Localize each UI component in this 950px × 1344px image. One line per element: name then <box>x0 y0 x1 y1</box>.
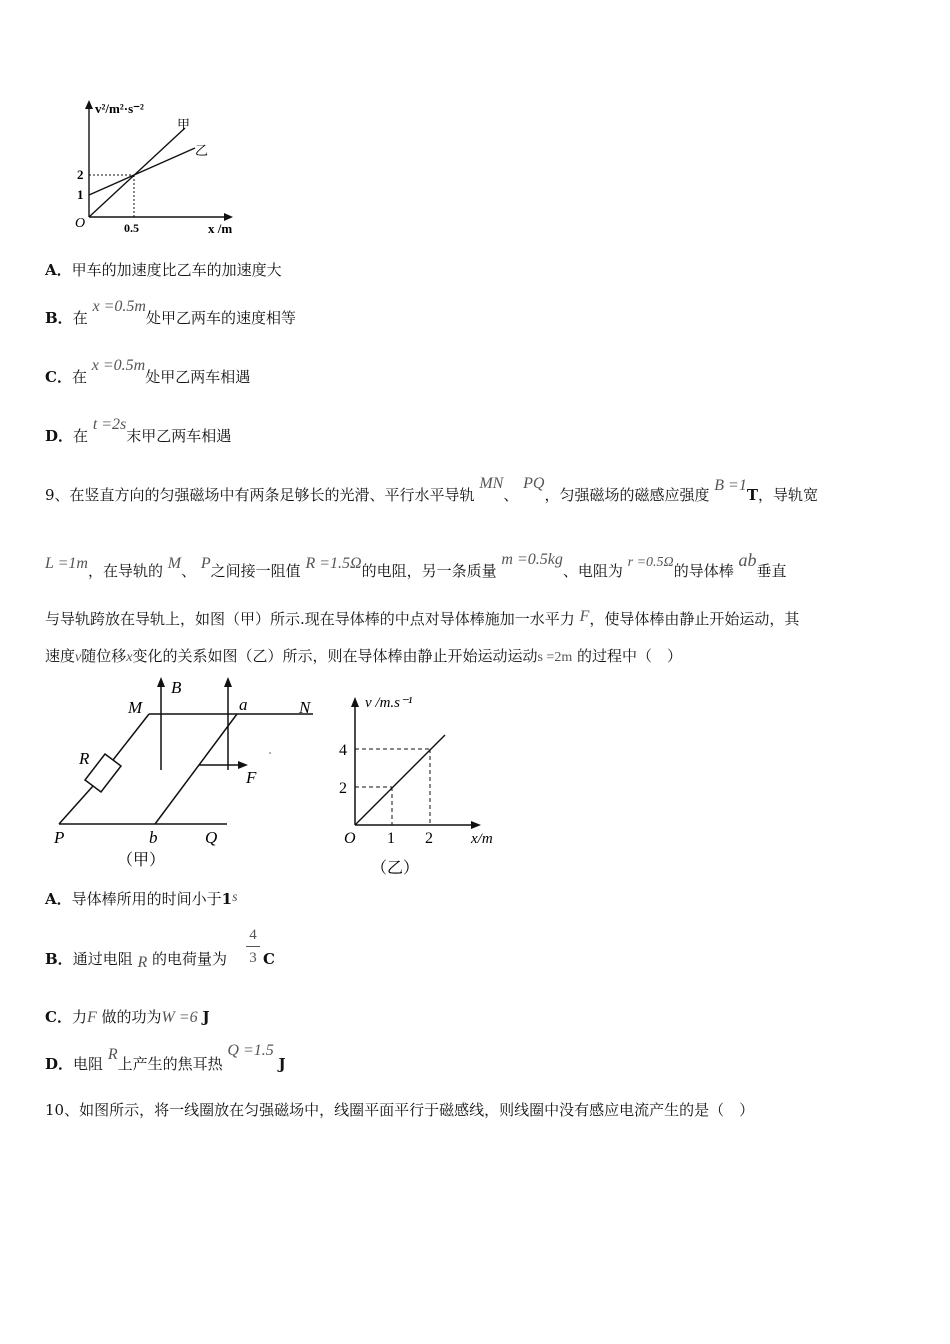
label-b: b <box>149 828 158 847</box>
label-a: a <box>239 695 248 714</box>
fig-jia-caption: （甲） <box>117 852 166 869</box>
line-jia <box>89 128 185 217</box>
origin-label: O <box>344 830 356 847</box>
label-q: Q <box>205 828 218 847</box>
y-axis-arrow-icon <box>351 697 359 707</box>
b-arrow-icon <box>224 677 232 687</box>
unit-c: C <box>263 950 275 968</box>
line-jia-label: 甲 <box>177 117 191 132</box>
q9-stem-line-3: 与导轨跨放在导轨上，如图（甲）所示.现在导体棒的中点对导体棒施加一水平力 F，使导体棒由静止开始运动，其 <box>45 608 800 628</box>
line-yi-label: 乙 <box>195 143 209 158</box>
q9-stem-line-1: 9、在竖直方向的匀强磁场中有两条足够长的光滑、平行水平导轨 MN、 PQ，匀强磁场的磁感应强度 B =1T，导轨宽 <box>45 475 819 504</box>
b-arrow-icon <box>157 677 165 687</box>
y-axis-label: v /m.s⁻¹ <box>365 695 413 711</box>
y-axis-label: v²/m²·s⁻² <box>95 101 144 116</box>
q9-option-b: B．通过电阻 R 的电荷量为 <box>45 950 228 971</box>
y-axis-arrow-icon <box>85 100 93 109</box>
fig-yi-caption: （乙） <box>371 860 420 877</box>
x-axis-arrow-icon <box>471 821 481 829</box>
v-x-graph <box>335 685 515 880</box>
x-axis-label: x/m <box>471 831 493 847</box>
q9-stem-line-4: 速度v随位移x变化的关系如图（乙）所示，则在导体棒由静止开始运动运动s =2m 的过程中（ ） <box>45 647 683 665</box>
label-f: F <box>246 768 257 787</box>
q8-option-a: A．甲车的加速度比乙车的加速度大 <box>45 261 282 279</box>
q9-option-a: A．导体棒所用的时间小于1s <box>45 890 238 908</box>
y-tick-4: 4 <box>339 742 347 759</box>
math-t-2: t =2s <box>92 416 127 433</box>
y-tick-2: 2 <box>77 167 84 182</box>
x-tick: 0.5 <box>124 221 139 235</box>
label-b-field: B <box>171 678 182 697</box>
y-tick-2: 2 <box>339 780 347 797</box>
math-x-05: x =0.5m <box>91 357 146 374</box>
label-n: N <box>299 698 311 717</box>
q9-option-d: D．电阻 R上产生的焦耳热 Q =1.5 J <box>45 1042 286 1073</box>
conductor-bar-ab <box>155 714 237 824</box>
q9-stem-line-2: L =1m，在导轨的 M、 P之间接一阻值 R =1.5Ω的电阻，另一条质量 m =0.5kg、电阻为 r =0.5Ω的导体棒 ab垂直 <box>45 550 787 580</box>
q8-option-b: B．在 x =0.5m处甲乙两车的速度相等 <box>45 298 296 327</box>
y-tick-1: 1 <box>77 187 84 202</box>
q8-option-d: D．在 t =2s末甲乙两车相遇 <box>45 416 232 445</box>
x-tick-1: 1 <box>387 830 395 847</box>
x-axis-label: x /m <box>208 221 233 236</box>
label-p: P <box>54 828 65 847</box>
resistor <box>85 754 121 792</box>
label-r: R <box>79 749 90 768</box>
v2-x-graph <box>45 95 255 240</box>
x-tick-2: 2 <box>425 830 433 847</box>
q8-option-c: C．在 x =0.5m处甲乙两车相遇 <box>45 357 251 386</box>
q10-stem: 10、如图所示，将一线圈放在匀强磁场中，线圈平面平行于磁感线，则线圈中没有感应电流产生的是（ ） <box>45 1101 755 1119</box>
fraction-4-3: 4 3 <box>246 926 260 967</box>
line-yi <box>89 148 195 195</box>
label-m: M <box>128 698 143 717</box>
rail-circuit-diagram <box>45 672 335 882</box>
q9-option-c: C．力F 做的功为W =6 J <box>45 1008 210 1026</box>
origin-label: O <box>75 216 86 231</box>
x-axis-arrow-icon <box>224 213 233 221</box>
math-x-05: x =0.5m <box>92 298 146 315</box>
